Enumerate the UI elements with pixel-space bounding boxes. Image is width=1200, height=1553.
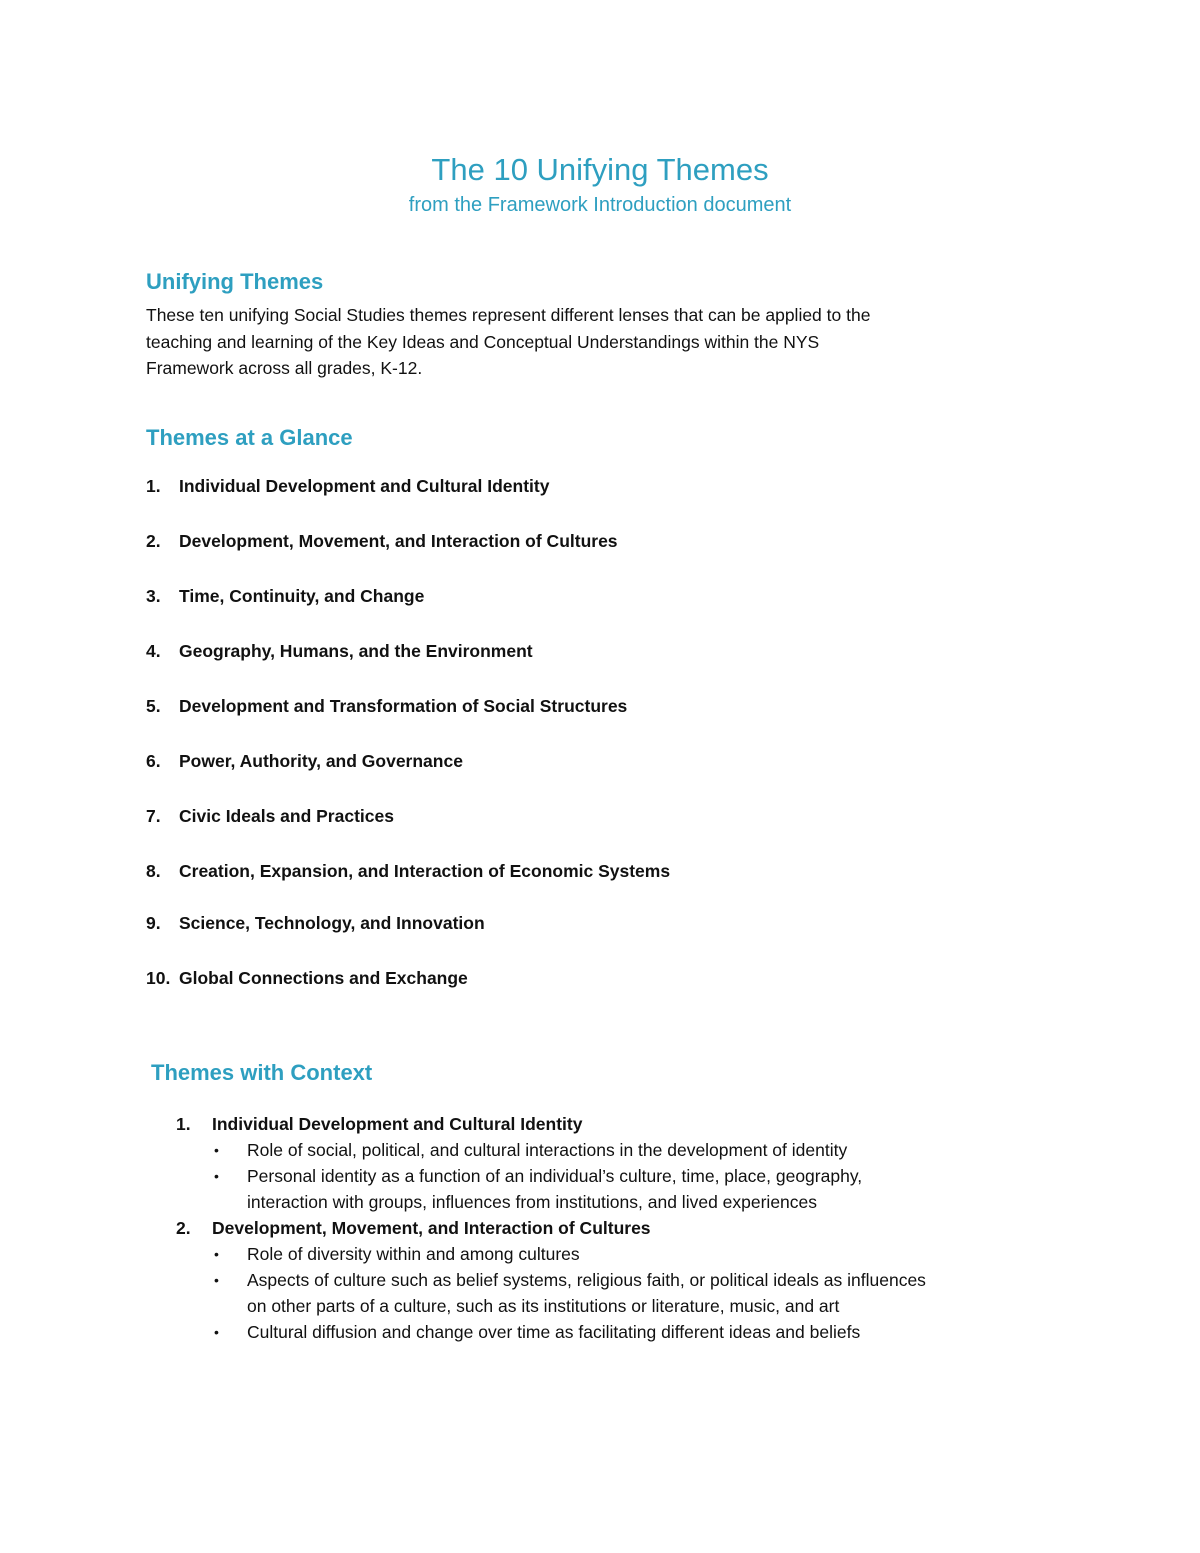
bullet-item	[176, 1267, 927, 1319]
glance-label: Science, Technology, and Innovation	[179, 913, 485, 933]
glance-item	[146, 747, 670, 802]
glance-label: Development, Movement, and Interaction of Cultures	[179, 531, 618, 551]
bullet-item	[176, 1163, 927, 1215]
bullet-text: Aspects of culture such as belief systems, religious faith, or political ideals as influences on other parts of a culture, such as its institutions or literature, music, and art	[247, 1270, 926, 1316]
bullet-text: Personal identity as a function of an individual’s culture, time, place, geography, interaction with groups, influences from institutions, and lived experiences	[247, 1166, 863, 1212]
bullet-icon: •	[214, 1324, 219, 1340]
glance-number: 1.	[146, 476, 161, 496]
page-title: The 10 Unifying Themes	[431, 152, 769, 187]
glance-label: Creation, Expansion, and Interaction of Economic Systems	[179, 861, 671, 881]
glance-label: Time, Continuity, and Change	[179, 586, 425, 606]
context-bullets	[176, 1241, 1006, 1345]
glance-item	[146, 582, 670, 637]
context-label: Individual Development and Cultural Identity	[212, 1114, 583, 1134]
context-bullets	[176, 1137, 1006, 1215]
bullet-icon: •	[214, 1272, 219, 1288]
bullet-icon: •	[214, 1142, 219, 1158]
bullet-icon: •	[214, 1168, 219, 1184]
bullet-text: Cultural diffusion and change over time as facilitating different ideas and beliefs	[247, 1322, 861, 1342]
context-item-heading	[176, 1215, 1006, 1241]
glance-number: 7.	[146, 806, 161, 826]
glance-item	[146, 692, 670, 747]
context-label: Development, Movement, and Interaction of Cultures	[212, 1218, 651, 1238]
intro-paragraph	[146, 302, 986, 382]
glance-item	[146, 964, 670, 1019]
context-item-heading	[176, 1111, 1006, 1137]
glance-item	[146, 637, 670, 692]
context-item	[176, 1215, 1006, 1345]
glance-label: Individual Development and Cultural Identity	[179, 476, 550, 496]
glance-number: 9.	[146, 913, 161, 933]
glance-number: 4.	[146, 641, 161, 661]
glance-label: Global Connections and Exchange	[179, 968, 468, 988]
page-subtitle: from the Framework Introduction document	[408, 194, 792, 216]
intro-line: teaching and learning of the Key Ideas and Conceptual Understandings within the NYS	[146, 331, 820, 352]
bullet-item	[176, 1241, 927, 1267]
glance-number: 2.	[146, 531, 161, 551]
bullet-item	[176, 1137, 927, 1163]
glance-item	[146, 802, 670, 857]
bullet-item	[176, 1319, 927, 1345]
intro-line: These ten unifying Social Studies themes represent different lenses that can be applied to the	[146, 305, 871, 325]
glance-item	[146, 909, 670, 964]
glance-item	[146, 527, 670, 582]
glance-item	[146, 472, 670, 527]
themes-with-context-heading: Themes with Context	[151, 1060, 373, 1085]
glance-item	[146, 857, 670, 909]
unifying-themes-heading: Unifying Themes	[146, 269, 324, 294]
glance-label: Development and Transformation of Social Structures	[179, 696, 628, 716]
bullet-text: Role of social, political, and cultural interactions in the development of identity	[247, 1140, 848, 1160]
glance-number: 6.	[146, 751, 161, 771]
glance-label: Geography, Humans, and the Environment	[179, 641, 533, 661]
glance-label: Power, Authority, and Governance	[179, 751, 463, 771]
glance-number: 5.	[146, 696, 161, 716]
glance-number: 10.	[146, 968, 171, 988]
bullet-icon: •	[214, 1246, 219, 1262]
context-item	[176, 1111, 1006, 1215]
glance-label: Civic Ideals and Practices	[179, 806, 394, 826]
bullet-text: Role of diversity within and among cultures	[247, 1244, 580, 1264]
glance-number: 8.	[146, 861, 161, 881]
glance-number: 3.	[146, 586, 161, 606]
intro-line: Framework across all grades, K-12.	[146, 358, 423, 378]
context-number: 1.	[176, 1114, 191, 1134]
context-number: 2.	[176, 1218, 191, 1238]
context-list	[176, 1111, 1006, 1345]
glance-list	[146, 472, 670, 1019]
themes-at-a-glance-heading: Themes at a Glance	[146, 425, 353, 450]
